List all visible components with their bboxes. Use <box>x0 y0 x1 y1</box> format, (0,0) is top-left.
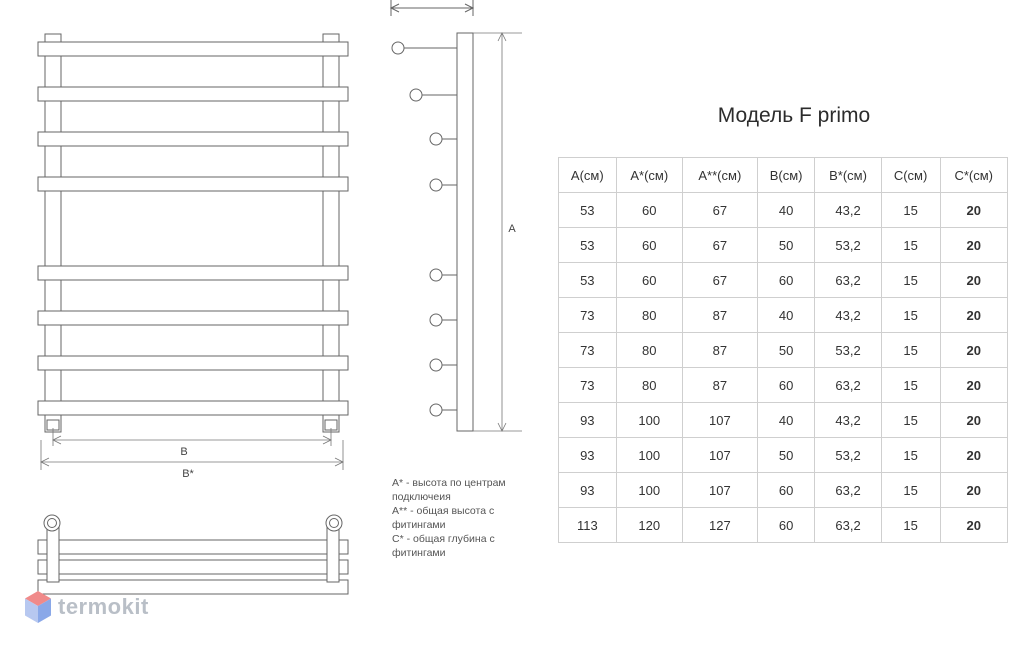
spec-table <box>558 157 1008 543</box>
note-line: A** - общая высота с <box>392 505 495 517</box>
table-cell: 53 <box>559 228 617 263</box>
logo-text: termokit <box>58 594 149 619</box>
table-row <box>559 473 1008 508</box>
dimension-label-a: A <box>508 223 516 235</box>
table-cell: 87 <box>682 333 757 368</box>
table-cell: 107 <box>682 473 757 508</box>
table-row <box>559 368 1008 403</box>
table-cell: 80 <box>616 368 682 403</box>
front-bar <box>38 356 348 370</box>
note-line: A* - высота по центрам <box>392 477 506 489</box>
table-cell: 100 <box>616 473 682 508</box>
table-cell: 93 <box>559 473 617 508</box>
table-cell: 15 <box>881 193 940 228</box>
front-bar <box>38 401 348 415</box>
column-header: C*(см) <box>940 158 1008 193</box>
front-bar <box>38 87 348 101</box>
table-cell: 87 <box>682 298 757 333</box>
table-cell: 20 <box>940 333 1008 368</box>
table-cell: 107 <box>682 438 757 473</box>
table-cell: 40 <box>757 193 815 228</box>
table-cell: 53 <box>559 193 617 228</box>
note-line: C* - общая глубина с <box>392 533 495 545</box>
table-cell: 53,2 <box>815 438 881 473</box>
column-header: A**(см) <box>682 158 757 193</box>
table-cell: 67 <box>682 263 757 298</box>
table-cell: 60 <box>757 508 815 543</box>
table-cell: 15 <box>881 438 940 473</box>
table-row <box>559 263 1008 298</box>
table-cell: 20 <box>940 193 1008 228</box>
table-row <box>559 438 1008 473</box>
table-cell: 93 <box>559 438 617 473</box>
table-cell: 40 <box>757 298 815 333</box>
front-bar <box>38 177 348 191</box>
table-cell: 50 <box>757 333 815 368</box>
model-title: Модель F primo <box>717 104 871 127</box>
logo <box>24 590 149 624</box>
column-header: A(см) <box>559 158 617 193</box>
note-line: фитингами <box>392 547 446 559</box>
table-cell: 15 <box>881 333 940 368</box>
table-cell: 20 <box>940 403 1008 438</box>
table-cell: 60 <box>616 263 682 298</box>
table-cell: 113 <box>559 508 617 543</box>
table-cell: 80 <box>616 298 682 333</box>
table-cell: 15 <box>881 263 940 298</box>
table-row <box>559 403 1008 438</box>
table-cell: 20 <box>940 228 1008 263</box>
table-cell: 20 <box>940 368 1008 403</box>
table-cell: 20 <box>940 298 1008 333</box>
table-cell: 120 <box>616 508 682 543</box>
table-cell: 63,2 <box>815 263 881 298</box>
table-cell: 60 <box>757 263 815 298</box>
front-view <box>38 34 348 432</box>
table-cell: 127 <box>682 508 757 543</box>
table-cell: 100 <box>616 403 682 438</box>
table-cell: 107 <box>682 403 757 438</box>
table-row <box>559 298 1008 333</box>
table-cell: 63,2 <box>815 473 881 508</box>
table-cell: 15 <box>881 368 940 403</box>
table-cell: 60 <box>757 368 815 403</box>
table-cell: 73 <box>559 333 617 368</box>
dimension-notes <box>392 476 542 560</box>
front-bar <box>38 266 348 280</box>
front-bar <box>38 132 348 146</box>
table-cell: 53 <box>559 263 617 298</box>
table-row <box>559 193 1008 228</box>
table-row <box>559 333 1008 368</box>
table-cell: 20 <box>940 508 1008 543</box>
table-row <box>559 228 1008 263</box>
dimension-label-b: B <box>180 446 188 458</box>
note-line: фитингами <box>392 519 446 531</box>
table-cell: 15 <box>881 508 940 543</box>
table-cell: 50 <box>757 228 815 263</box>
front-bar <box>38 311 348 325</box>
table-cell: 67 <box>682 193 757 228</box>
table-cell: 20 <box>940 263 1008 298</box>
table-cell: 15 <box>881 298 940 333</box>
front-dimensions <box>41 428 343 470</box>
side-view <box>391 0 473 431</box>
side-pins <box>392 42 457 416</box>
table-cell: 60 <box>757 473 815 508</box>
table-body <box>559 193 1008 543</box>
table-cell: 43,2 <box>815 193 881 228</box>
table-cell: 100 <box>616 438 682 473</box>
table-cell: 20 <box>940 473 1008 508</box>
table-cell: 15 <box>881 403 940 438</box>
table-cell: 63,2 <box>815 508 881 543</box>
table-cell: 93 <box>559 403 617 438</box>
column-header: B(см) <box>757 158 815 193</box>
table-cell: 15 <box>881 228 940 263</box>
dimension-label-b-star: B* <box>182 468 194 480</box>
table-cell: 40 <box>757 403 815 438</box>
table-cell: 73 <box>559 298 617 333</box>
top-view <box>38 515 348 594</box>
note-line: подключеия <box>392 491 451 503</box>
table-cell: 50 <box>757 438 815 473</box>
table-cell: 73 <box>559 368 617 403</box>
table-cell: 20 <box>940 438 1008 473</box>
table-cell: 60 <box>616 228 682 263</box>
front-bar <box>38 42 348 56</box>
column-header: A*(см) <box>616 158 682 193</box>
table-header-row <box>559 158 1008 193</box>
table-row <box>559 508 1008 543</box>
column-header: C(см) <box>881 158 940 193</box>
column-header: B*(см) <box>815 158 881 193</box>
table-cell: 15 <box>881 473 940 508</box>
termokit-logo-icon <box>24 590 52 624</box>
table-cell: 43,2 <box>815 403 881 438</box>
table-cell: 60 <box>616 193 682 228</box>
table-cell: 53,2 <box>815 228 881 263</box>
table-cell: 87 <box>682 368 757 403</box>
table-cell: 53,2 <box>815 333 881 368</box>
table-cell: 80 <box>616 333 682 368</box>
side-rail <box>457 33 473 431</box>
table-cell: 63,2 <box>815 368 881 403</box>
table-cell: 43,2 <box>815 298 881 333</box>
table-cell: 67 <box>682 228 757 263</box>
